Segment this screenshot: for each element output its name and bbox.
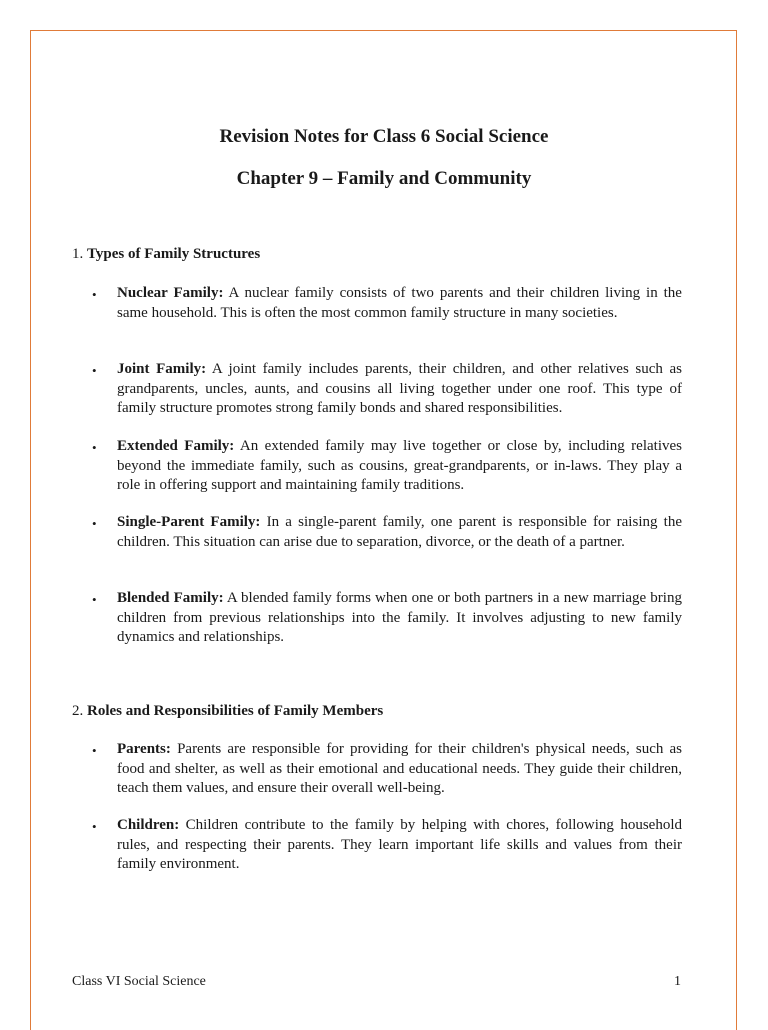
list-item [117,437,682,496]
item-text: A joint family includes parents, their children, and other relatives such as grandparents, uncles, aunts, and cousins all living together under one roof. This type of family structure promotes strong family bonds and shared responsibilities. [117,361,682,416]
list-item [117,284,682,323]
section-number: 2. [72,703,84,719]
item-text: A blended family forms when one or both partners in a new marriage bring children from previous relationships into the family. It involves adjusting to new family dynamics and relationships. [117,590,682,645]
page-number: 1 [674,974,681,989]
chapter-title: Chapter 9 – Family and Community [236,168,532,189]
list-item [117,589,682,648]
item-term: Joint Family: [117,361,207,377]
item-text: An extended family may live together or close by, including relatives beyond the immediate family, such as cousins, great-grandparents, or in-laws. They play a role in offering support and maintaining family traditions. [117,438,682,493]
bullet-icon: • [92,287,97,302]
section-heading [72,246,260,263]
document-title: Revision Notes for Class 6 Social Science [219,126,549,147]
item-text: A nuclear family consists of two parents and their children living in the same household. This is often the most common family structure in many societies. [117,285,682,321]
item-term: Parents: [117,741,171,757]
list-item [117,740,682,799]
section-number: 1. [72,246,84,262]
list-item [117,360,682,419]
item-text: In a single-parent family, one parent is responsible for raising the children. This situation can arise due to separation, divorce, or the death of a partner. [117,514,682,550]
item-text: Parents are responsible for providing for their children's physical needs, such as food and shelter, as well as their emotional and educational needs. They guide their children, teach them values, and ensure their overall well-being. [117,741,683,796]
item-term: Children: [117,817,180,833]
bullet-icon: • [92,516,97,531]
bullet-icon: • [92,363,97,378]
section-title: Types of Family Structures [87,246,261,262]
item-term: Nuclear Family: [117,285,224,301]
section-title: Roles and Responsibilities of Family Members [87,703,384,719]
list-item [117,513,682,552]
footer-label: Class VI Social Science [72,974,206,989]
bullet-icon: • [92,819,97,834]
list-item [117,816,682,875]
item-text: Children contribute to the family by helping with chores, following household rules, and respecting their parents. They learn important life skills and values from their family environment. [117,817,682,872]
bullet-icon: • [92,743,97,758]
section-heading [72,703,383,720]
item-term: Blended Family: [117,590,224,606]
item-term: Single-Parent Family: [117,514,261,530]
bullet-icon: • [92,592,97,607]
bullet-icon: • [92,440,97,455]
item-term: Extended Family: [117,438,235,454]
